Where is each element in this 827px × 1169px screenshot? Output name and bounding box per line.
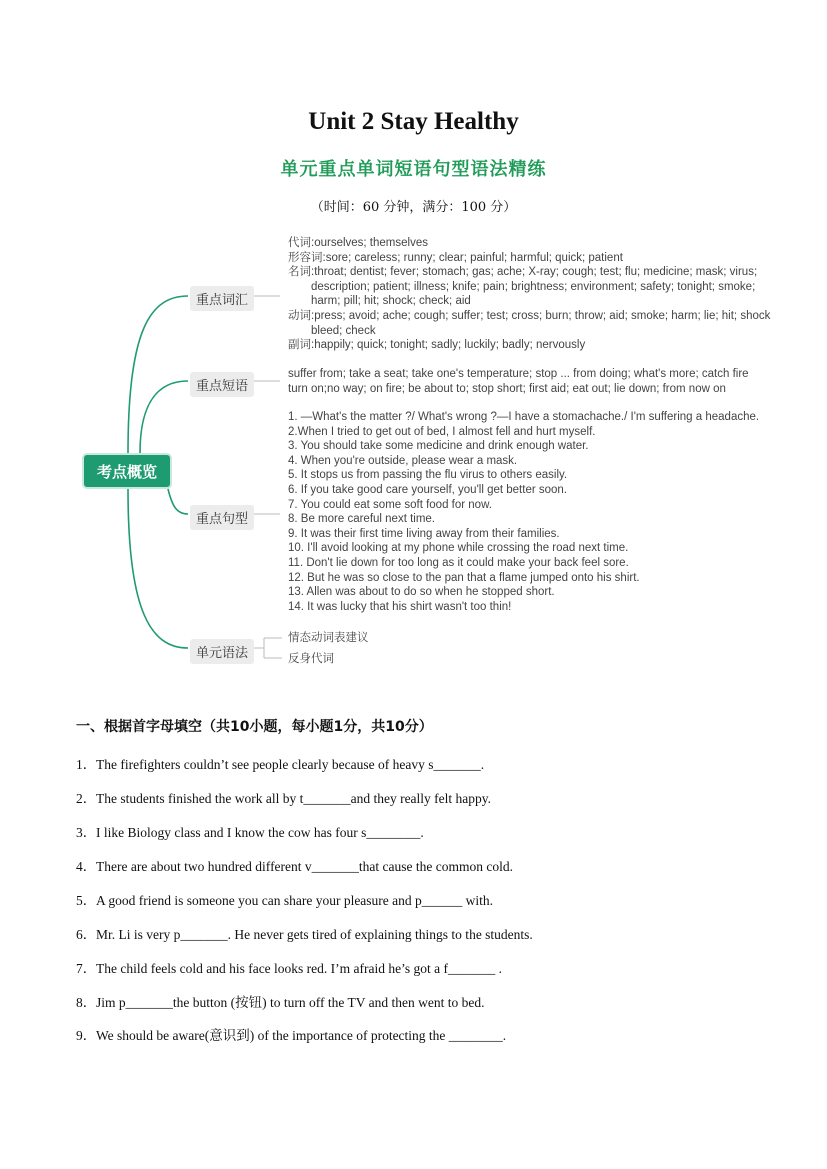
branch-phrases: 重点短语 bbox=[190, 372, 254, 397]
phrase-line: suffer from; take a seat; take one's temperature; stop ... from doing; what's more; catch fire bbox=[288, 368, 749, 380]
sentence-line: 10. I'll avoid looking at my phone while crossing the road next time. bbox=[288, 542, 629, 555]
question-number: 9． bbox=[76, 1028, 97, 1043]
vocab-line: 副词:happily; quick; tonight; sadly; luckily; badly; nervously bbox=[288, 339, 586, 352]
sentence-line: 9. It was their first time living away from their families. bbox=[288, 527, 560, 540]
mindmap-center-node: 考点概览 bbox=[82, 453, 172, 489]
sentence-line: 5. It stops us from passing the flu virus to others easily. bbox=[288, 469, 568, 482]
connector-sentences bbox=[168, 489, 188, 514]
sentence-line: 12. But he was so close to the pan that a flame jumped onto his shirt. bbox=[288, 571, 640, 584]
sentence-line: 8. Be more careful next time. bbox=[288, 513, 436, 526]
vocab-line: 形容词:sore; careless; runny; clear; painful; harmful; quick; patient bbox=[288, 251, 623, 264]
question-text: I like Biology class and I know the cow has four s________. bbox=[96, 825, 424, 840]
vocab-line: 动词:press; avoid; ache; cough; suffer; test; cross; burn; throw; aid; smoke; harm; lie; hit; shock bbox=[288, 309, 771, 322]
question-item bbox=[76, 923, 533, 943]
sentence-line: 2.When I tried to get out of bed, I almost fell and hurt myself. bbox=[288, 425, 596, 438]
grammar-item-modal: 情态动词表建议 bbox=[288, 632, 369, 644]
time-info: （时间：60 分钟，满分：100 分） bbox=[310, 200, 517, 215]
question-number: 2． bbox=[76, 791, 97, 806]
page-subtitle: 单元重点单词短语句型语法精练 bbox=[280, 159, 547, 180]
connector-vocab bbox=[128, 296, 188, 453]
sentence-line: 13. Allen was about to do so when he stopped short. bbox=[288, 586, 555, 599]
question-item bbox=[76, 787, 491, 807]
question-text: Mr. Li is very p_______. He never gets tired of explaining things to the students. bbox=[96, 927, 533, 942]
grammar-item-reflexive: 反身代词 bbox=[288, 653, 334, 665]
question-text: We should be aware(意识到) of the importance of protecting the ________. bbox=[96, 1028, 507, 1043]
question-number: 3． bbox=[76, 825, 97, 840]
connector-phrases bbox=[140, 381, 188, 453]
phrase-line: turn on;no way; on fire; be about to; stop short; first aid; eat out; lie down; from now on bbox=[288, 382, 726, 395]
vocab-line: harm; pill; hit; shock; check; aid bbox=[311, 295, 471, 308]
vocab-line: bleed; check bbox=[311, 324, 376, 337]
sentence-line: 11. Don't lie down for too long as it could make your back feel sore. bbox=[288, 556, 629, 569]
connector-grammar-list bbox=[254, 638, 282, 658]
sentences-list bbox=[288, 410, 759, 614]
question-text: A good friend is someone you can share your pleasure and p______ with. bbox=[96, 893, 494, 908]
sentence-line: 4. When you're outside, please wear a mask. bbox=[288, 454, 518, 467]
section-heading: 一、根据首字母填空（共10小题，每小题1分，共10分） bbox=[76, 719, 433, 735]
question-item bbox=[76, 991, 484, 1011]
question-text: The firefighters couldn’t see people clearly because of heavy s_______. bbox=[96, 757, 485, 772]
question-number: 7． bbox=[76, 961, 97, 976]
sentence-line: 6. If you take good care yourself, you'll get better soon. bbox=[288, 483, 567, 496]
branch-sentences: 重点句型 bbox=[190, 505, 254, 530]
question-item bbox=[76, 753, 484, 773]
question-item bbox=[76, 821, 424, 841]
branch-vocabulary: 重点词汇 bbox=[190, 286, 254, 311]
sentence-line: 3. You should take some medicine and drink enough water. bbox=[288, 440, 589, 453]
question-text: There are about two hundred different v_______that cause the common cold. bbox=[96, 859, 513, 874]
question-number: 4． bbox=[76, 859, 97, 874]
vocab-line: description; patient; illness; knife; pain; brightness; environment; safety; tonight; smoke; bbox=[311, 280, 756, 293]
sentence-line: 7. You could eat some soft food for now. bbox=[288, 498, 492, 511]
question-number: 8． bbox=[76, 995, 97, 1010]
branch-grammar: 单元语法 bbox=[190, 639, 254, 664]
vocab-line: 代词:ourselves; themselves bbox=[288, 237, 428, 249]
question-item bbox=[76, 855, 513, 875]
question-text: The students finished the work all by t_______and they really felt happy. bbox=[96, 791, 492, 806]
vocabulary-list bbox=[288, 236, 770, 353]
question-number: 6． bbox=[76, 927, 97, 942]
vocab-line: 名词:throat; dentist; fever; stomach; gas; ache; X-ray; cough; test; flu; medicine; mask; virus; bbox=[288, 266, 758, 279]
question-item bbox=[76, 889, 493, 909]
question-item bbox=[76, 1024, 506, 1044]
phrases-list bbox=[288, 367, 749, 396]
question-number: 5． bbox=[76, 893, 97, 908]
question-number: 1． bbox=[76, 757, 97, 772]
question-text: The child feels cold and his face looks red. I’m afraid he’s got a f_______ . bbox=[96, 961, 502, 976]
connector-grammar bbox=[128, 489, 188, 648]
question-item bbox=[76, 957, 502, 977]
question-text: Jim p_______the button (按钮) to turn off the TV and then went to bed. bbox=[96, 995, 485, 1010]
page-title: Unit 2 Stay Healthy bbox=[308, 108, 519, 135]
sentence-line: 1. —What's the matter ?/ What's wrong ?—I have a stomachache./ I'm suffering a headache. bbox=[288, 411, 760, 423]
sentence-line: 14. It was lucky that his shirt wasn't too thin! bbox=[288, 600, 512, 613]
